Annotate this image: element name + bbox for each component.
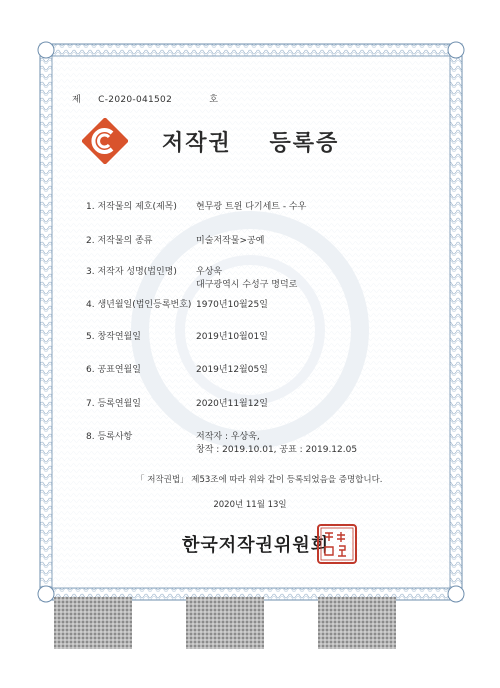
security-hologram — [318, 597, 396, 649]
field-value: 미술저작물>공예 — [196, 236, 265, 246]
page-title — [162, 126, 339, 157]
reg-suffix: 호 — [209, 95, 219, 105]
field-value: 1970년10월25일 — [196, 300, 268, 310]
field-label: 5. 창작연월일 — [86, 332, 141, 342]
field-label: 8. 등록사항 — [86, 432, 133, 442]
field-value: 2019년10월01일 — [196, 332, 268, 342]
field-label: 4. 생년월일(법인등록번호) — [86, 300, 192, 310]
copyright-logo-icon — [82, 118, 128, 164]
field-value: 2019년12월05일 — [196, 365, 268, 375]
security-hologram — [186, 597, 264, 649]
field-label: 7. 등록연월일 — [86, 399, 141, 409]
title-part1: 저작권 — [162, 131, 232, 156]
registration-number — [72, 92, 218, 105]
certification-statement: 「 저작권법」 제53조에 따라 위와 같이 등록되었음을 증명합니다. — [136, 475, 383, 485]
field-label: 1. 저작물의 제호(제목) — [86, 202, 177, 212]
field-value: 현무광 트윈 다기세트 - 수우 — [196, 202, 307, 212]
field-value: 창작 : 2019.10.01, 공표 : 2019.12.05 — [196, 445, 358, 455]
title-part2: 등록증 — [269, 131, 340, 156]
official-seal-icon — [316, 523, 358, 565]
field-value: 저작자 : 우상욱, — [196, 432, 260, 442]
organization-name: 한국저작권위원회 — [182, 535, 330, 556]
field-value: 우상욱 — [196, 267, 223, 277]
field-label: 3. 저작자 성명(법인명) — [86, 267, 177, 277]
issue-date: 2020년 11월 13일 — [213, 500, 287, 510]
field-label: 6. 공표연월일 — [86, 365, 141, 375]
field-value: 대구광역시 수성구 명덕로 — [196, 280, 298, 290]
field-label: 2. 저작물의 종류 — [86, 236, 153, 246]
field-value: 2020년11월12일 — [196, 399, 268, 409]
reg-prefix: 제 — [72, 95, 81, 105]
security-hologram — [54, 597, 132, 649]
reg-number: C-2020-041502 — [98, 95, 173, 105]
